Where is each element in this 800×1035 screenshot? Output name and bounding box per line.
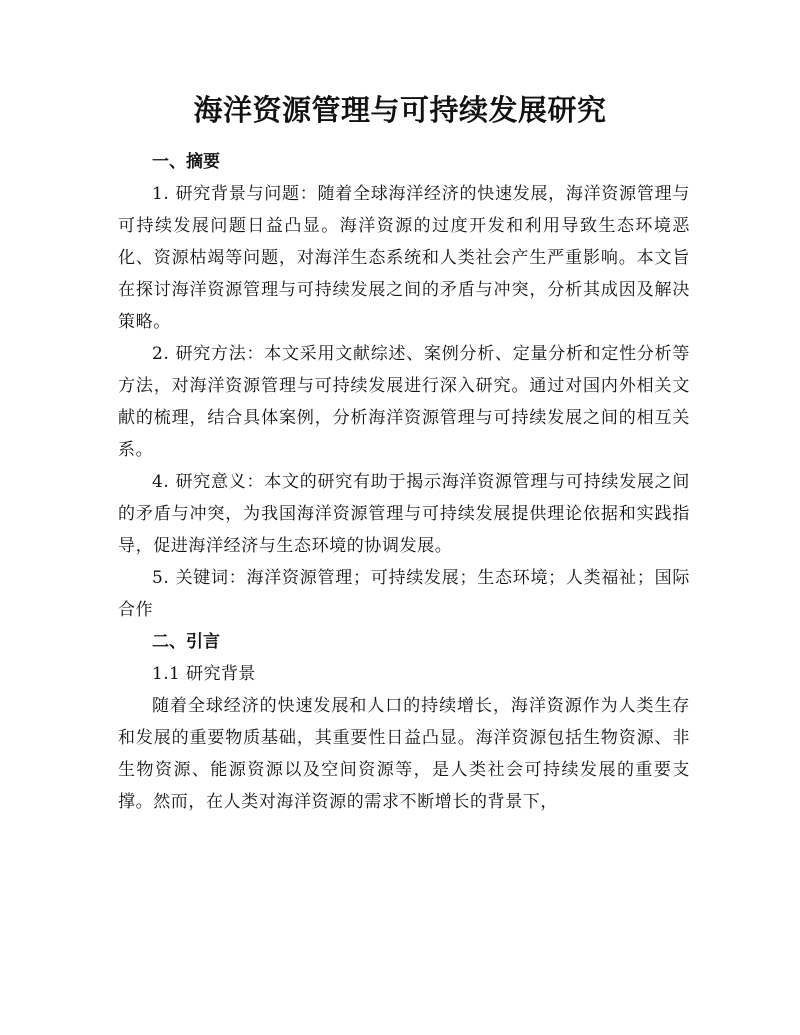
abstract-item-keywords: 5. 关键词：海洋资源管理；可持续发展；生态环境；人类福祉；国际合作 [118, 568, 690, 620]
document-body [118, 146, 690, 818]
subsection-heading-background: 1.1 研究背景 [152, 664, 256, 684]
introduction-paragraph: 随着全球经济的快速发展和人口的持续增长，海洋资源作为人类生存和发展的重要物质基础，其重要性日益凸显。海洋资源包括生物资源、非生物资源、能源资源以及空间资源等，是人类社会可持续发展的重要支撑。然而，在人类对海洋资源的需求不断增长的背景下， [118, 696, 690, 812]
abstract-item-methods: 2. 研究方法：本文采用文献综述、案例分析、定量分析和定性分析等方法，对海洋资源管理与可持续发展进行深入研究。通过对国内外相关文献的梳理，结合具体案例，分析海洋资源管理与可持续发展之间的相互关系。 [118, 344, 690, 460]
abstract-item-background: 1. 研究背景与问题：随着全球海洋经济的快速发展，海洋资源管理与可持续发展问题日益凸显。海洋资源的过度开发和利用导致生态环境恶化、资源枯竭等问题，对海洋生态系统和人类社会产生严重影响。本文旨在探讨海洋资源管理与可持续发展之间的矛盾与冲突，分析其成因及解决策略。 [118, 184, 690, 332]
section-heading-introduction: 二、引言 [152, 632, 220, 652]
document-title: 海洋资源管理与可持续发展研究 [193, 93, 607, 127]
section-heading-abstract: 一、摘要 [152, 152, 220, 172]
abstract-item-significance: 4. 研究意义：本文的研究有助于揭示海洋资源管理与可持续发展之间的矛盾与冲突，为我国海洋资源管理与可持续发展提供理论依据和实践指导，促进海洋经济与生态环境的协调发展。 [118, 472, 690, 556]
